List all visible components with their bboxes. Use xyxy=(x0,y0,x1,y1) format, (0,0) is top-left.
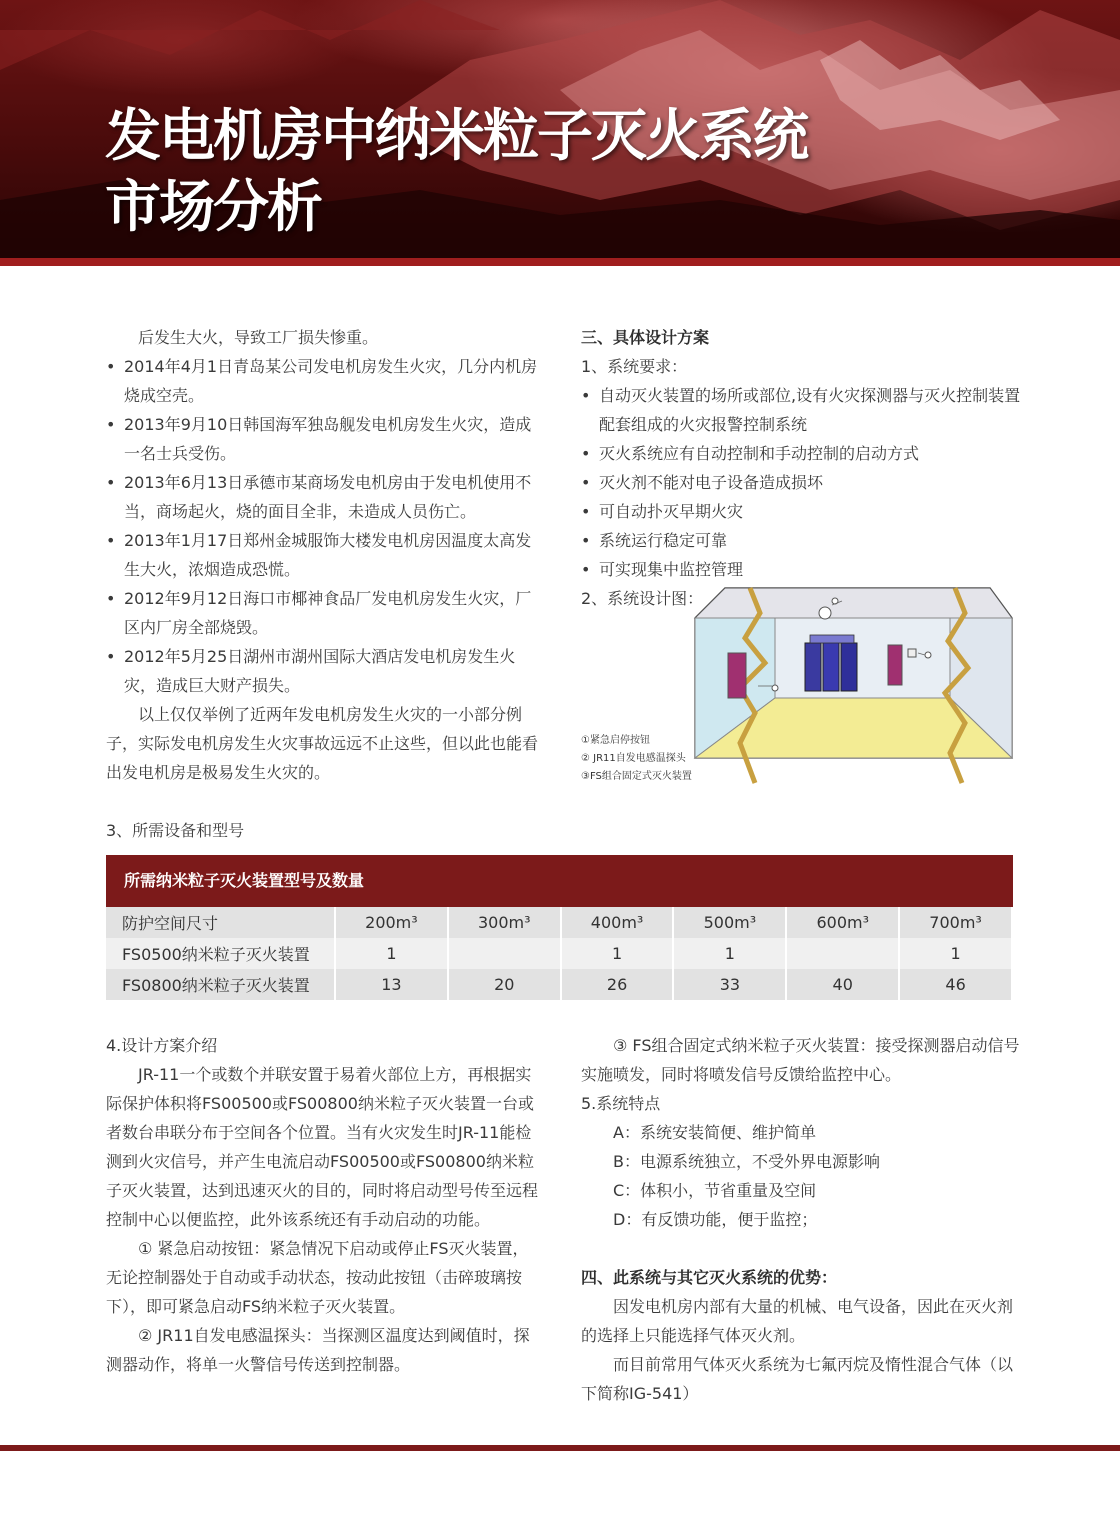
table-cell: FS0500纳米粒子灭火装置 xyxy=(106,938,335,969)
paragraph: ② JR11自发电感温探头：当探测区温度达到阈值时，探测器动作，将单一火警信号传送到控制器。 xyxy=(106,1326,530,1374)
requirement-list xyxy=(581,381,1021,584)
list-item: • 系统运行稳定可靠 xyxy=(581,526,1021,555)
feature-item: D：有反馈功能，便于监控； xyxy=(613,1210,818,1229)
list-item: • 自动灭火装置的场所或部位,设有火灾探测器与灭火控制装置配套组成的火灾报警控制系统 xyxy=(581,381,1021,439)
paragraph: ① 紧急启动按钮：紧急情况下启动或停止FS灭火装置，无论控制器处于自动或手动状态，按动此按钮（击碎玻璃按下），即可紧急启动FS纳米粒子灭火装置。 xyxy=(106,1239,529,1316)
subheading-diagram: 2、系统设计图： xyxy=(581,589,704,608)
table-cell: 200m³ xyxy=(335,907,448,938)
table-cell: 40 xyxy=(786,969,899,1000)
section-heading: 4.设计方案介绍 xyxy=(106,1036,218,1055)
section-heading: 三、具体设计方案 xyxy=(581,328,710,347)
list-item: • 2013年1月17日郑州金城服饰大楼发电机房因温度太高发生大火，浓烟造成恐慌。 xyxy=(106,526,538,584)
summary-paragraph: 以上仅仅举例了近两年发电机房发生火灾的一小部分例子，实际发电机房发生火灾事故远远不止这些，但以此也能看出发电机房是极易发生火灾的。 xyxy=(106,705,539,782)
table-cell: 1 xyxy=(899,938,1012,969)
list-item: • 2013年6月13日承德市某商场发电机房由于发电机使用不当，商场起火，烧的面目全非，未造成人员伤亡。 xyxy=(106,468,538,526)
incident-list xyxy=(106,352,538,700)
paragraph: JR-11一个或数个并联安置于易着火部位上方，再根据实际保护体积将FS00500或FS00800纳米粒子灭火装置一台或者数台串联分布于空间各个位置。当有火灾发生时JR-11能检测到火灾信号，并产生电流启动FS00500或FS00800纳米粒子灭火装置，达到迅速灭火的目的，同时将启动型号传至远程控制中心以便监控，此外该系统还有手动启动的功能。 xyxy=(106,1065,539,1229)
table-cell: 1 xyxy=(335,938,448,969)
list-item: • 灭火剂不能对电子设备造成损坏 xyxy=(581,468,1021,497)
design-intro-column xyxy=(106,1031,540,1379)
paragraph: 因发电机房内部有大量的机械、电气设备，因此在灭火剂的选择上只能选择气体灭火剂。 xyxy=(581,1297,1014,1345)
diagram-caption-2: ② JR11自发电感温探头 xyxy=(581,753,686,764)
table-cell: 20 xyxy=(448,969,561,1000)
section-heading: 5.系统特点 xyxy=(581,1094,661,1113)
list-item: • 2012年5月25日湖州市湖州国际大酒店发电机房发生火灾，造成巨大财产损失。 xyxy=(106,642,538,700)
table-cell: 1 xyxy=(673,938,786,969)
diagram-caption-3: ③FS组合固定式灭火装置 xyxy=(581,771,692,782)
table-cell: 33 xyxy=(673,969,786,1000)
list-item: • 可自动扑灭早期火灾 xyxy=(581,497,1021,526)
continued-text: 后发生大火，导致工厂损失惨重。 xyxy=(138,328,379,347)
page-title-line2: 市场分析 xyxy=(105,175,321,240)
feature-item: C：体积小，节省重量及空间 xyxy=(613,1181,817,1200)
footer-divider xyxy=(0,1445,1120,1451)
table-row xyxy=(106,969,1012,1000)
equipment-section-title: 3、所需设备和型号 xyxy=(106,821,245,840)
header-banner xyxy=(0,0,1120,258)
table-cell: FS0800纳米粒子灭火装置 xyxy=(106,969,335,1000)
table-cell: 700m³ xyxy=(899,907,1012,938)
design-plan-column xyxy=(581,323,1021,613)
features-column xyxy=(581,1031,1021,1408)
table-cell: 1 xyxy=(561,938,674,969)
incident-list-column xyxy=(106,323,538,787)
paragraph: ③ FS组合固定式纳米粒子灭火装置：接受探测器启动信号实施喷发，同时将喷发信号反馈给监控中心。 xyxy=(581,1036,1020,1084)
banner-divider xyxy=(0,258,1120,266)
diagram-caption-1: ①紧急启停按钮 xyxy=(581,735,650,746)
list-item: • 2013年9月10日韩国海军独岛舰发电机房发生火灾，造成一名士兵受伤。 xyxy=(106,410,538,468)
table-row xyxy=(106,938,1012,969)
table-cell: 46 xyxy=(899,969,1012,1000)
table-cell: 600m³ xyxy=(786,907,899,938)
table-cell xyxy=(448,938,561,969)
list-item: • 灭火系统应有自动控制和手动控制的启动方式 xyxy=(581,439,1021,468)
list-item: • 可实现集中监控管理 xyxy=(581,555,1021,584)
table-cell: 26 xyxy=(561,969,674,1000)
section-heading: 四、此系统与其它灭火系统的优势： xyxy=(581,1268,838,1287)
paragraph: 而目前常用气体灭火系统为七氟丙烷及惰性混合气体（以下简称IG-541） xyxy=(581,1355,1014,1403)
subheading-requirements: 1、系统要求： xyxy=(581,357,688,376)
feature-item: A：系统安装简便、维护简单 xyxy=(613,1123,816,1142)
page-title-line1: 发电机房中纳米粒子灭火系统 xyxy=(105,104,807,169)
table-cell xyxy=(786,938,899,969)
table-header-row xyxy=(106,907,1012,938)
table-cell: 400m³ xyxy=(561,907,674,938)
table-cell: 13 xyxy=(335,969,448,1000)
list-item: • 2012年9月12日海口市椰神食品厂发电机房发生火灾，厂区内厂房全部烧毁。 xyxy=(106,584,538,642)
quantity-table xyxy=(106,907,1013,1000)
equipment-table xyxy=(106,855,1013,1000)
list-item: • 2014年4月1日青岛某公司发电机房发生火灾，几分内机房烧成空壳。 xyxy=(106,352,538,410)
feature-item: B：电源系统独立，不受外界电源影响 xyxy=(613,1152,880,1171)
table-cell: 300m³ xyxy=(448,907,561,938)
table-cell: 500m³ xyxy=(673,907,786,938)
table-title: 所需纳米粒子灭火装置型号及数量 xyxy=(106,855,1013,907)
table-cell: 防护空间尺寸 xyxy=(106,907,335,938)
